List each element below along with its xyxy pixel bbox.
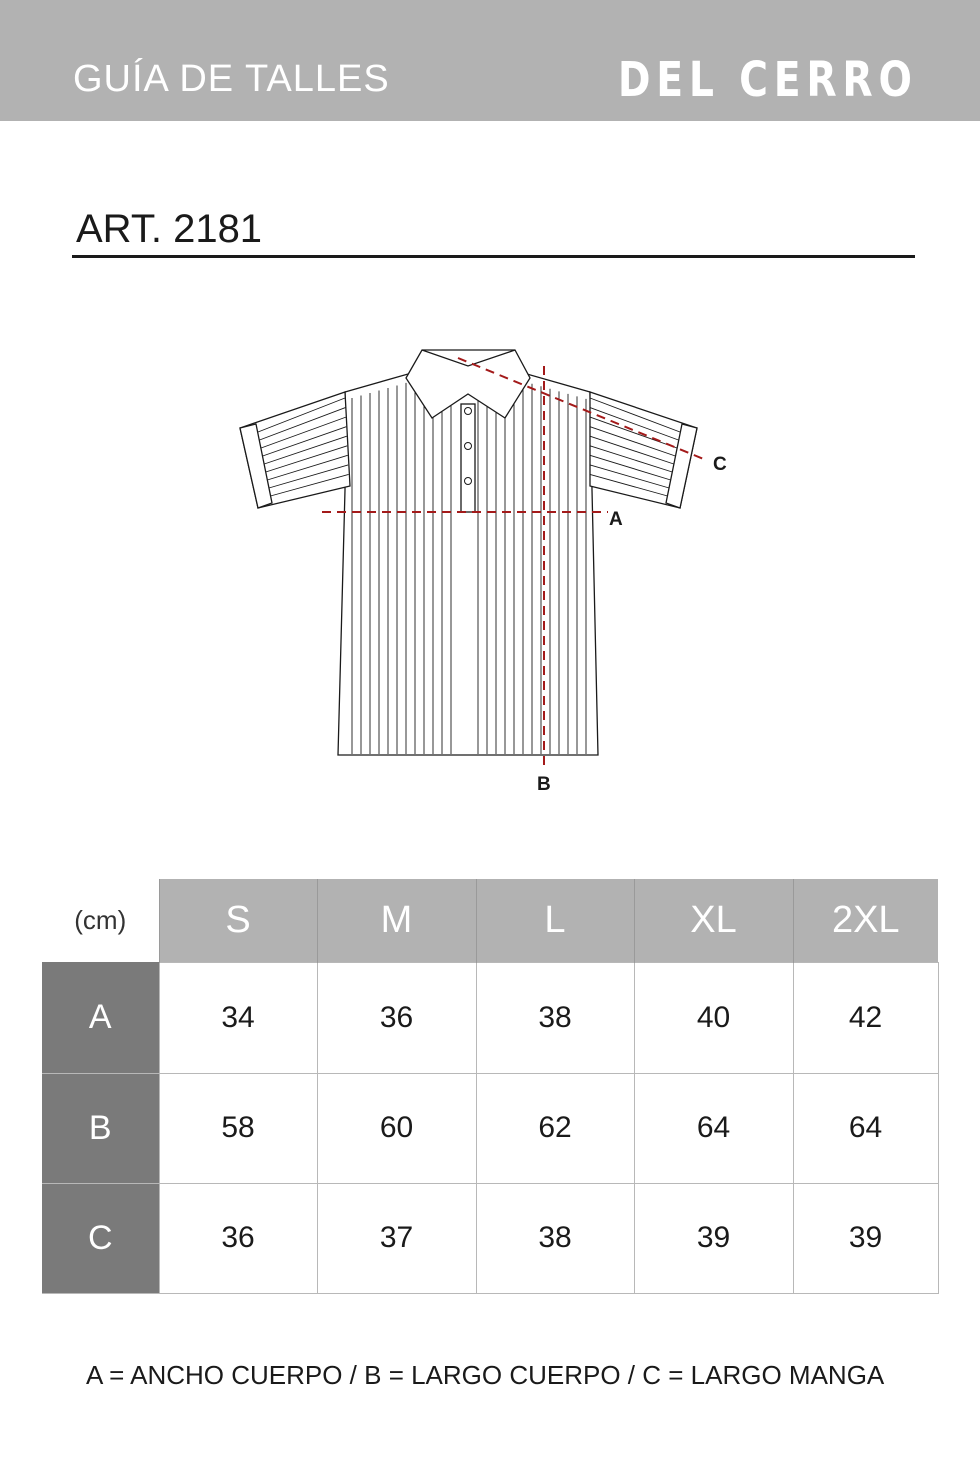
table-cell: 58: [159, 1073, 317, 1183]
table-row: [42, 1183, 938, 1293]
polo-shirt-diagram: [0, 330, 980, 810]
measurement-legend: A = ANCHO CUERPO / B = LARGO CUERPO / C = LARGO MANGA: [86, 1360, 885, 1390]
button: [465, 443, 472, 450]
label-b: B: [537, 774, 551, 795]
table-cell: 37: [317, 1183, 476, 1293]
table-row: [42, 962, 938, 1073]
table-cell: 38: [476, 962, 634, 1073]
table-cell: 39: [634, 1183, 793, 1293]
label-c: C: [713, 454, 727, 475]
size-m: M: [317, 879, 476, 962]
table-cell: 40: [634, 962, 793, 1073]
brand-logo: DEL CERRO: [618, 52, 918, 108]
table-cell: 64: [793, 1073, 938, 1183]
size-header-row: [42, 879, 938, 962]
article-divider: [72, 255, 915, 258]
size-l: L: [476, 879, 634, 962]
table-cell: 39: [793, 1183, 938, 1293]
size-xl: XL: [634, 879, 793, 962]
unit-label: (cm): [74, 905, 127, 935]
table-cell: 42: [793, 962, 938, 1073]
button: [465, 408, 472, 415]
label-a: A: [609, 509, 623, 530]
table-cell: 64: [634, 1073, 793, 1183]
placket: [461, 404, 475, 512]
table-cell: 60: [317, 1073, 476, 1183]
table-cell: 62: [476, 1073, 634, 1183]
row-label-b: B: [42, 1073, 159, 1183]
table-row: [42, 1073, 938, 1183]
button: [465, 478, 472, 485]
row-label-c: C: [42, 1183, 159, 1293]
size-2xl: 2XL: [793, 879, 938, 962]
size-s: S: [159, 879, 317, 962]
table-cell: 34: [159, 962, 317, 1073]
article-number: ART. 2181: [76, 207, 263, 251]
header-bar: [0, 0, 980, 121]
row-label-a: A: [42, 962, 159, 1073]
table-cell: 36: [317, 962, 476, 1073]
table-cell: 38: [476, 1183, 634, 1293]
size-table: [42, 879, 939, 1294]
table-cell: 36: [159, 1183, 317, 1293]
header-title: GUÍA DE TALLES: [73, 58, 390, 100]
